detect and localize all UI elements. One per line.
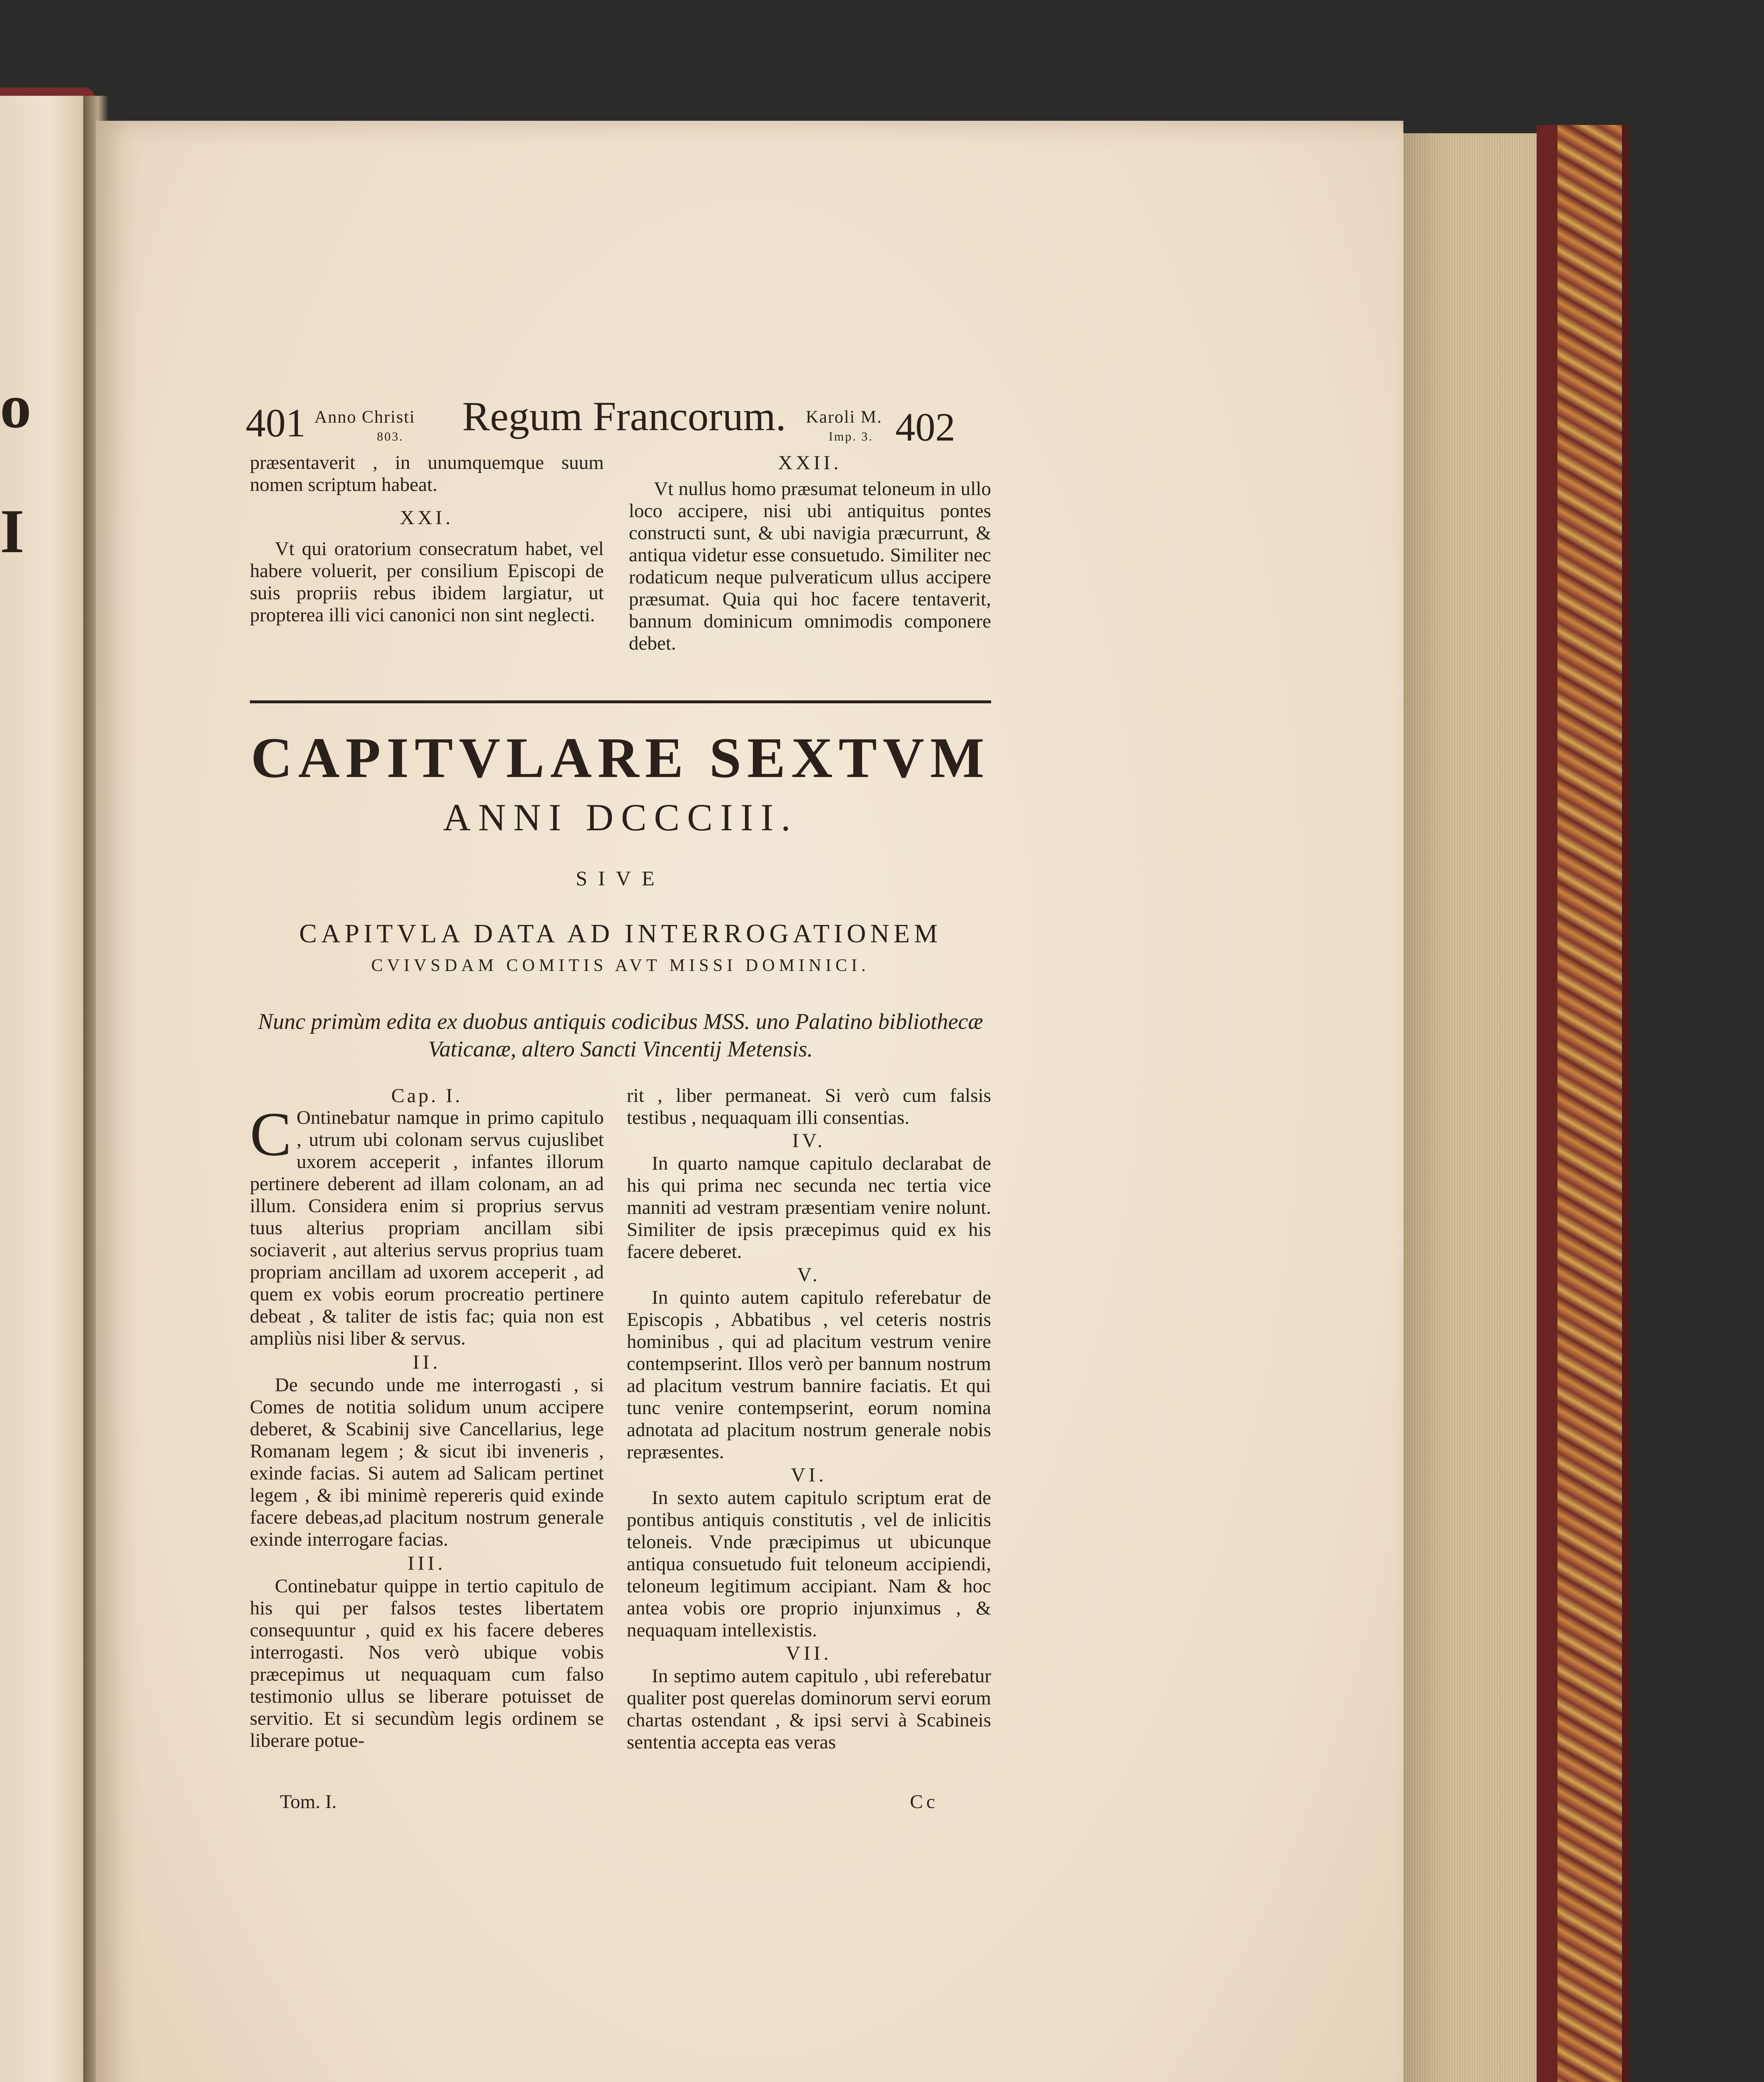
- chapter-subtitle-2: CVIVSDAM COMITIS AVT MISSI DOMINICI.: [371, 956, 870, 975]
- verso-glyph-2: I: [0, 497, 25, 566]
- chapter-sive: SIVE: [576, 867, 665, 890]
- signature-mark: Tom. I.: [280, 1791, 337, 1813]
- drop-cap: C: [250, 1100, 292, 1169]
- main-left-column: [250, 1085, 604, 1752]
- cap-1-text: Ontinebatur namque in primo capitulo , utrum ubi colonam servus cujuslibet uxorem acceperit , infantes illorum pertinere deberent ad illam colonam, an ad illum. Considera enim si proprius servus tuus alterius propriam ancillam sibi sociaverit , aut alterius servus proprius tuam propriam ancillam ad uxorem acceperit , ad quem ex vobis eorum procreatio pertinere debeat , & taliter de istis fac; quia non est ampliùs nisi liber & servus.: [250, 1107, 604, 1349]
- anno-christi: Anno Christi: [314, 408, 416, 427]
- section-21-text: Vt qui oratorium consecratum habet, vel habere voluerit, per consilium Episcopi de suis propriis rebus ibidem largiatur, ut propterea illi vici canonici non sint neglecti.: [250, 538, 604, 626]
- running-head: [246, 383, 995, 449]
- top-left-column: [250, 452, 604, 626]
- cap-4-label: IV.: [792, 1130, 826, 1152]
- edition-note: Nunc primùm edita ex duobus antiquis codicibus MSS. uno Palatino bibliothecæ Vaticanæ, altero Sancti Vincentij Metensis.: [258, 1009, 983, 1061]
- intro-text: præsentaverit , in unumquemque suum nomen scriptum habeat.: [250, 452, 604, 496]
- cap-2-text: De secundo unde me interrogasti , si Comes de notitia solidum unum accipere deberet, & Scabinij sive Cancellarius, lege Romanam legem ; & sicut ibi inveneris , exinde facias. Si autem ad Salicam pertinet legem , & ibi minimè repereris quid exinde facere debeas,ad placitum nostrum generale exinde interrogare facias.: [250, 1374, 604, 1550]
- chapter-subtitle: CAPITVLA DATA AD INTERROGATIONEM: [299, 919, 942, 948]
- cap-1-paragraph: [250, 1100, 604, 1350]
- cap-1-heading: Cap. I.: [391, 1085, 463, 1107]
- imp-year: Imp. 3.: [829, 430, 873, 443]
- cap-7-label: VII.: [786, 1642, 832, 1664]
- cap-4-text: In quarto namque capitulo declarabat de his qui prima nec secunda nec tertia vice manniti ad vestram præsentiam venire nolunt. Similiter de ipsis præcepimus quid ex his facere deberet.: [627, 1153, 991, 1263]
- cap-6-text: In sexto autem capitulo scriptum erat de pontibus antiquis constitutis , vel de inlicitis teloneis. Vnde præcipimus ut ubicunque antiqua consuetudo fuit teloneum accipiendi, teloneum legitimum accipiant. Nam & hoc antea vobis ore proprio injunximus , & nequaquam intellexistis.: [627, 1487, 991, 1641]
- page-number-right: 402: [895, 405, 955, 449]
- running-title: Regum Francorum.: [462, 393, 786, 439]
- cap-5-text: In quinto autem capitulo referebatur de Episcopis , Abbatibus , vel ceteris nostris hominibus , qui ad placitum vestrum venire contempserint. Illos verò per bannum nostrum ad placitum vestrum bannire faciatis. Et qui tunc venire contempserint, eorum nomina adnotata ad placitum nostrum generale nobis repræsentes.: [627, 1287, 991, 1463]
- page-number-left: 401: [246, 401, 306, 445]
- cap-5-label: V.: [797, 1264, 821, 1286]
- top-right-column: [629, 452, 991, 655]
- cap-3-text: Continebatur quippe in tertio capitulo de his qui per falsos testes libertatem consequuntur , quid ex his facere deberes interrogasti. Nos verò ubique vobis præcepimus ut nequaquam cum falso testimonio ullus se liberare potuisset de servitio. Et si secundùm legis ordinem se liberare potue-: [250, 1575, 604, 1751]
- verso-glyph-1: o: [0, 372, 31, 441]
- page-block-shade: [1399, 133, 1557, 2082]
- section-21-label: XXI.: [400, 507, 454, 529]
- section-22-label: XXII.: [778, 452, 842, 474]
- cap-3-label: III.: [408, 1552, 446, 1574]
- marbled-board: [1557, 125, 1624, 2082]
- verso-page-fragment: [0, 96, 83, 2082]
- chapter-year: ANNI DCCCIII.: [443, 796, 798, 839]
- karoli-m: Karoli M.: [806, 408, 882, 427]
- catchword: Cc: [910, 1791, 939, 1813]
- section-22-text: Vt nullus homo præsumat teloneum in ullo loco accipere, nisi ubi antiquitus pontes constructi sunt, & ubi navigia præcurrunt, & antiqua videtur esse consuetudo. Similiter nec rodaticum neque pulveraticum ullus accipere præsumat. Quia qui hoc facere tentaverit, bannum dominicum omnimodis componere debet.: [629, 478, 991, 654]
- continued-text: rit , liber permaneat. Si verò cum falsis testibus , nequaquam illi consentias.: [627, 1085, 991, 1128]
- anno-year: 803.: [377, 430, 404, 443]
- section-rule: [250, 700, 991, 703]
- main-right-column: [627, 1085, 991, 1753]
- cap-2-label: II.: [413, 1351, 441, 1373]
- chapter-title: CAPITVLARE SEXTVM: [251, 726, 990, 789]
- cap-6-label: VI.: [791, 1464, 827, 1486]
- board-trim: [1622, 125, 1629, 2082]
- cap-7-text: In septimo autem capitulo , ubi referebatur qualiter post querelas dominorum servi eorum chartas ostendant , & ipsi servi à Scabineis sententia accepta eas veras: [627, 1665, 991, 1753]
